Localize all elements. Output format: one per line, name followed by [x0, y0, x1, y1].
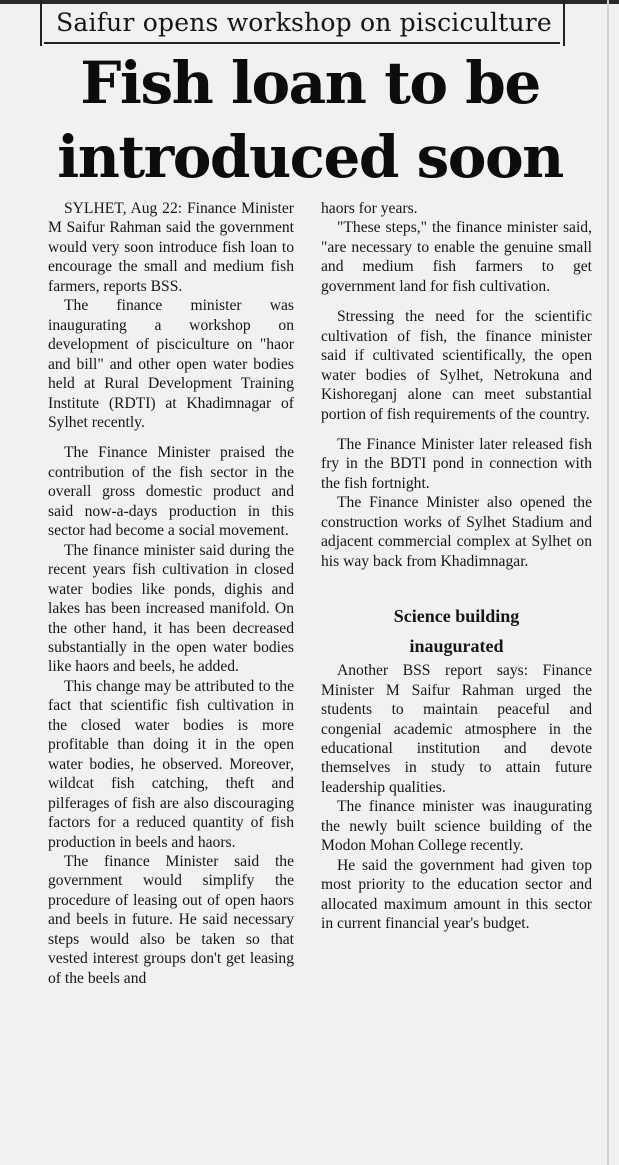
kicker-underline	[44, 42, 560, 44]
headline-line-2: introduced soon	[57, 123, 563, 191]
left-rule	[40, 0, 42, 46]
paragraph: He said the government had given top most priority to the education sector and allocated maximum amount in this sector in current financial year's budget.	[321, 856, 592, 933]
paragraph: The finance minister was inaugurating the newly built science building of the Modon Mohan College recently.	[321, 798, 592, 855]
page-edge	[607, 0, 609, 1165]
column-right	[321, 199, 592, 934]
column-left	[48, 199, 294, 988]
paragraph: This change may be attributed to the fact that scientific fish cultivation in the closed water bodies is more profitable than doing it in the open water bodies, he observed. Moreover, wildcat fish catching, theft and pilferages of fish are also discouraging factors for a reduced quantity of fish production in beels and haors.	[48, 677, 294, 851]
headline-line-1: Fish loan to be	[80, 49, 540, 117]
paragraph: The finance Minister said the government would simplify the procedure of leasing out of open haors and beels in future. He said necessary steps would also be taken so that vested interest groups don't get leasing of the beels and	[48, 852, 294, 987]
subhead-line-2: inaugurated	[409, 636, 504, 657]
paragraph: The finance minister was inaugurating a workshop on development of pisciculture on "haor and bill" and other open water bodies held at Rural Development Training Institute (RDTI) at Khadimnagar of Sylhet recently.	[48, 297, 294, 431]
paragraph: haors for years.	[321, 200, 418, 217]
kicker: Saifur opens workshop on pisciculture	[56, 8, 552, 37]
paragraph: The Finance Minister also opened the construction works of Sylhet Stadium and adjacent commercial complex at Sylhet on his way back from Khadimnagar.	[321, 494, 592, 570]
right-rule	[563, 0, 565, 46]
top-rule	[0, 0, 619, 4]
subhead-line-1: Science building	[393, 606, 520, 627]
paragraph: Stressing the need for the scientific cultivation of fish, the finance minister said if cultivated scientifically, the open water bodies of Sylhet, Netrokuna and Kishoreganj alone can meet substantial portion of fish requirements of the country.	[321, 308, 592, 423]
paragraph: SYLHET, Aug 22: Finance Minister M Saifur Rahman said the government would very soon introduce fish loan to encourage the small and medium fish farmers, reports BSS.	[48, 200, 294, 295]
paragraph: Another BSS report says: Finance Minister M Saifur Rahman urged the students to maintain peaceful and congenial academic atmosphere in the educational institution and devote themselves in study to attain future leadership qualities.	[321, 662, 592, 796]
headline	[40, 46, 580, 194]
paragraph: The Finance Minister praised the contribution of the fish sector in the overall gross domestic product and said now-a-days production in this sector had become a social movement.	[48, 444, 294, 540]
paragraph: "These steps," the finance minister said, "are necessary to enable the genuine small and medium fish farmers to get government land for fish cultivation.	[321, 219, 592, 295]
paragraph: The finance minister said during the recent years fish cultivation in closed water bodies like ponds, dighis and lakes has been increased manifold. On the other hand, it has been decreased substantially in the open water bodies like haors and beels, he added.	[48, 541, 294, 676]
paragraph: The Finance Minister later released fish fry in the BDTI pond in connection with the fish fortnight.	[321, 435, 592, 492]
